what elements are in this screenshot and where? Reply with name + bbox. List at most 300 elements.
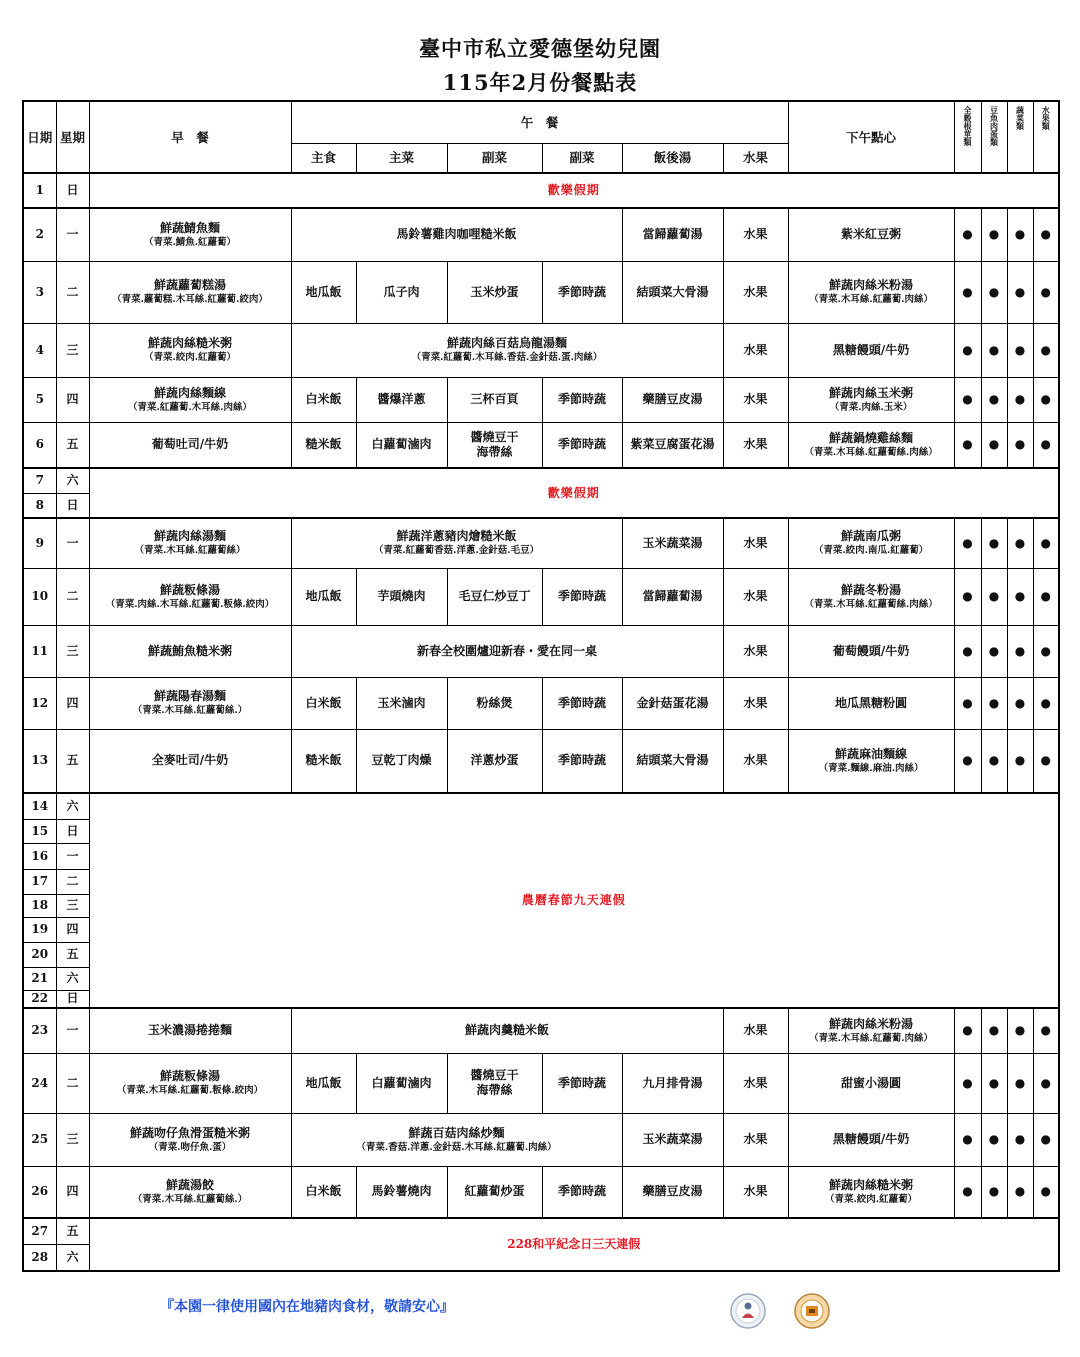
staple-cell: 糙米飯: [291, 729, 356, 793]
side-dish-line: 醬燒豆干: [470, 1068, 519, 1082]
date-cell: 2: [23, 208, 56, 261]
snack-ingredients: （青菜.木耳絲.紅蘿蔔.肉絲）: [809, 1032, 934, 1044]
date-cell: 9: [23, 518, 56, 568]
protein-mark: ●: [981, 261, 1007, 323]
weekday-cell: 二: [56, 261, 89, 323]
header-side-dish-2: 副菜: [542, 143, 622, 173]
vegetables-mark: ●: [1007, 1053, 1033, 1113]
weekday-cell: 五: [56, 729, 89, 793]
fruit-cell: 水果: [723, 568, 788, 625]
breakfast-dish: 鮮蔬吻仔魚滑蛋糙米粥: [129, 1125, 250, 1140]
protein-mark: ●: [981, 729, 1007, 793]
date-cell: 11: [23, 625, 56, 677]
fruit-mark: ●: [1033, 1053, 1059, 1113]
meal-plan-table: [22, 100, 1060, 1272]
fruit-cell: 水果: [723, 208, 788, 261]
snack-cell: [788, 625, 954, 677]
snack-dish: 紫米紅豆粥: [841, 227, 902, 242]
soup-cell: 九月排骨湯: [622, 1053, 723, 1113]
weekday-cell: 三: [56, 894, 89, 917]
side-dish-line: 海帶絲: [476, 444, 513, 459]
main-dish-cell: 白蘿蔔滷肉: [356, 422, 447, 468]
date-cell: 22: [23, 990, 56, 1008]
weekday-cell: 一: [56, 518, 89, 568]
fruit-cell: 水果: [723, 625, 788, 677]
header-breakfast: 早 餐: [89, 101, 291, 173]
holiday-banner: 歡樂假期: [89, 468, 1059, 518]
weekday-cell: 六: [56, 793, 89, 819]
protein-mark: ●: [981, 1113, 1007, 1166]
snack-ingredients: （青菜.木耳絲.紅蘿蔔.肉絲）: [809, 294, 934, 305]
holiday-banner: 農曆春節九天連假: [89, 793, 1059, 1008]
breakfast-ingredients: （青菜.木耳絲.紅蘿蔔絲.）: [132, 1193, 248, 1205]
breakfast-cell: [89, 568, 291, 625]
header-main-dish: 主菜: [356, 143, 447, 173]
fruit-mark: ●: [1033, 1008, 1059, 1053]
snack-ingredients: （青菜.木耳絲.紅蘿蔔絲.肉絲）: [804, 598, 938, 610]
day-row: [23, 677, 1059, 729]
side-dish-2-cell: 季節時蔬: [542, 422, 622, 468]
weekday-cell: 六: [56, 967, 89, 990]
fruit-cell: 水果: [723, 377, 788, 422]
weekday-cell: 四: [56, 377, 89, 422]
fruit-mark: ●: [1033, 625, 1059, 677]
snack-cell: [788, 677, 954, 729]
side-dish-1-cell: 毛豆仁炒豆丁: [447, 568, 542, 625]
header-snack: 下午點心: [788, 101, 954, 173]
breakfast-ingredients: （青菜.蘿蔔糕.木耳絲.紅蘿蔔.絞肉）: [112, 294, 268, 305]
snack-cell: [788, 568, 954, 625]
day-row: [23, 793, 1059, 819]
snack-cell: [788, 323, 954, 377]
grains-mark: ●: [954, 323, 981, 377]
header-group-vegetables: [1007, 101, 1033, 173]
breakfast-dish: 全麥吐司/牛奶: [151, 753, 229, 768]
protein-mark: ●: [981, 1008, 1007, 1053]
fruit-cell: 水果: [723, 1166, 788, 1218]
fruit-cell: 水果: [723, 518, 788, 568]
date-cell: 3: [23, 261, 56, 323]
fruit-mark: ●: [1033, 518, 1059, 568]
snack-cell: [788, 1113, 954, 1166]
vegetables-mark: ●: [1007, 208, 1033, 261]
soup-cell: 玉米蔬菜湯: [622, 1113, 723, 1166]
fruit-mark: ●: [1033, 568, 1059, 625]
staple-cell: 白米飯: [291, 677, 356, 729]
date-cell: 19: [23, 917, 56, 942]
fruit-mark: ●: [1033, 729, 1059, 793]
soup-cell: 藥膳豆皮湯: [622, 1166, 723, 1218]
breakfast-cell: [89, 518, 291, 568]
lunch-combo-dish: 鮮蔬洋蔥豬肉燴糙米飯: [396, 529, 517, 544]
weekday-cell: 一: [56, 843, 89, 869]
day-row: [23, 468, 1059, 493]
breakfast-cell: [89, 1008, 291, 1053]
breakfast-ingredients: （青菜.吻仔魚.蛋）: [148, 1141, 232, 1153]
protein-mark: ●: [981, 422, 1007, 468]
date-cell: 1: [23, 173, 56, 208]
grains-mark: ●: [954, 677, 981, 729]
protein-mark: ●: [981, 625, 1007, 677]
breakfast-dish: 鮮蔬鮪魚糙米粥: [147, 643, 232, 658]
weekday-cell: 二: [56, 869, 89, 894]
day-row: [23, 261, 1059, 323]
fruit-mark: ●: [1033, 677, 1059, 729]
certification-logos: [728, 1291, 832, 1331]
date-cell: 16: [23, 843, 56, 869]
snack-cell: [788, 729, 954, 793]
vegetables-mark: ●: [1007, 1113, 1033, 1166]
snack-dish: 鮮蔬肉絲糙米粥: [829, 1177, 914, 1192]
header-fruit: 水果: [723, 143, 788, 173]
fruit-mark: ●: [1033, 377, 1059, 422]
staple-cell: 糙米飯: [291, 422, 356, 468]
soup-cell: 金針菇蛋花湯: [622, 677, 723, 729]
soup-cell: 當歸蘿蔔湯: [622, 568, 723, 625]
vegetables-mark: ●: [1007, 377, 1033, 422]
lunch-combo-ingredients: （青菜.紅蘿蔔香菇.洋蔥.金針菇.毛豆）: [373, 545, 540, 557]
day-row: [23, 568, 1059, 625]
snack-dish: 葡萄饅頭/牛奶: [832, 643, 910, 658]
date-cell: 12: [23, 677, 56, 729]
vegetables-mark: ●: [1007, 1166, 1033, 1218]
protein-mark: ●: [981, 208, 1007, 261]
fruit-cell: 水果: [723, 1053, 788, 1113]
fruit-cell: 水果: [723, 1113, 788, 1166]
weekday-cell: 日: [56, 173, 89, 208]
snack-cell: [788, 518, 954, 568]
day-row: [23, 1008, 1059, 1053]
side-dish-2-cell: 季節時蔬: [542, 261, 622, 323]
breakfast-cell: [89, 208, 291, 261]
breakfast-ingredients: （青菜.木耳絲.紅蘿蔔.粄條.絞肉）: [116, 1085, 264, 1096]
date-cell: 6: [23, 422, 56, 468]
day-row: [23, 1113, 1059, 1166]
side-dish-2-cell: 季節時蔬: [542, 677, 622, 729]
grains-mark: ●: [954, 261, 981, 323]
weekday-cell: 四: [56, 917, 89, 942]
protein-mark: ●: [981, 518, 1007, 568]
date-cell: 13: [23, 729, 56, 793]
weekday-cell: 六: [56, 468, 89, 493]
fruit-cell: 水果: [723, 677, 788, 729]
side-dish-line: 醬燒豆干: [470, 429, 519, 444]
day-row: [23, 1166, 1059, 1218]
side-dish-1-cell: 玉米炒蛋: [447, 261, 542, 323]
date-cell: 4: [23, 323, 56, 377]
snack-cell: [788, 1166, 954, 1218]
main-dish-cell: 豆乾丁肉燥: [356, 729, 447, 793]
main-dish-cell: 芋頭燒肉: [356, 568, 447, 625]
main-dish-cell: 馬鈴薯燒肉: [356, 1166, 447, 1218]
fruit-cell: 水果: [723, 729, 788, 793]
fruit-mark: ●: [1033, 1166, 1059, 1218]
breakfast-dish: 鮮蔬蘿蔔糕湯: [153, 278, 226, 292]
snack-dish: 鮮蔬鍋燒雞絲麵: [829, 430, 914, 445]
snack-ingredients: （青菜.絞肉.南瓜.紅蘿蔔）: [813, 545, 929, 557]
soup-cell: 紫菜豆腐蛋花湯: [622, 422, 723, 468]
fruit-mark: ●: [1033, 261, 1059, 323]
vegetables-mark: ●: [1007, 323, 1033, 377]
fruit-cell: 水果: [723, 1008, 788, 1053]
breakfast-dish: 鮮蔬粄條湯: [159, 1069, 220, 1083]
header-group-label: 蔬菜類: [1015, 106, 1026, 130]
side-dish-2-cell: 季節時蔬: [542, 729, 622, 793]
date-cell: 25: [23, 1113, 56, 1166]
weekday-cell: 一: [56, 1008, 89, 1053]
day-row: [23, 323, 1059, 377]
lunch-combo-cell: [291, 625, 723, 677]
weekday-cell: 三: [56, 1113, 89, 1166]
header-group-grains: [954, 101, 981, 173]
lunch-combo-dish: 馬鈴薯雞肉咖哩糙米飯: [396, 227, 517, 242]
snack-ingredients: （青菜.麵線.麻油.肉絲）: [818, 762, 924, 774]
day-row: [23, 208, 1059, 261]
vegetables-mark: ●: [1007, 1008, 1033, 1053]
snack-ingredients: （青菜.絞肉.紅蘿蔔）: [824, 1193, 918, 1205]
protein-mark: ●: [981, 677, 1007, 729]
day-row: [23, 518, 1059, 568]
breakfast-dish: 鮮蔬粄條湯: [159, 582, 220, 597]
date-cell: 7: [23, 468, 56, 493]
lunch-combo-cell: [291, 518, 622, 568]
lunch-combo-ingredients: （青菜.紅蘿蔔.木耳絲.香菇.金針菇.蛋.肉絲）: [411, 352, 603, 363]
lunch-combo-dish: 鮮蔬肉絲百菇烏龍湯麵: [446, 336, 567, 350]
date-cell: 23: [23, 1008, 56, 1053]
snack-cell: [788, 422, 954, 468]
lunch-combo-cell: [291, 1113, 622, 1166]
grains-mark: ●: [954, 377, 981, 422]
grains-mark: ●: [954, 625, 981, 677]
breakfast-cell: [89, 377, 291, 422]
side-dish-1-cell: [447, 1053, 542, 1113]
snack-cell: [788, 1008, 954, 1053]
grains-mark: ●: [954, 208, 981, 261]
snack-dish: 鮮蔬肉絲米粉湯: [829, 278, 914, 292]
breakfast-cell: [89, 1166, 291, 1218]
weekday-cell: 日: [56, 990, 89, 1008]
header-weekday: 星期: [56, 101, 89, 173]
food-safety-logo-icon: [795, 1294, 829, 1328]
breakfast-cell: [89, 677, 291, 729]
weekday-cell: 二: [56, 1053, 89, 1113]
snack-ingredients: （青菜.肉絲.玉米）: [829, 401, 913, 413]
weekday-cell: 四: [56, 677, 89, 729]
protein-mark: ●: [981, 1053, 1007, 1113]
header-date: 日期: [23, 101, 56, 173]
date-cell: 20: [23, 942, 56, 967]
fruit-mark: ●: [1033, 323, 1059, 377]
breakfast-cell: [89, 1053, 291, 1113]
side-dish-1-cell: [447, 422, 542, 468]
breakfast-cell: [89, 261, 291, 323]
header-row: [23, 101, 1059, 143]
main-dish-cell: 瓜子肉: [356, 261, 447, 323]
day-row: [23, 377, 1059, 422]
header-side-dish-1: 副菜: [447, 143, 542, 173]
breakfast-cell: [89, 1113, 291, 1166]
lunch-combo-cell: [291, 323, 723, 377]
weekday-cell: 五: [56, 942, 89, 967]
soup-cell: 結頭菜大骨湯: [622, 729, 723, 793]
snack-dish: 鮮蔬麻油麵線: [835, 746, 908, 761]
date-cell: 17: [23, 869, 56, 894]
side-dish-2-cell: 季節時蔬: [542, 1166, 622, 1218]
breakfast-ingredients: （青菜.鯖魚.紅蘿蔔）: [143, 236, 237, 248]
breakfast-ingredients: （青菜.肉絲.木耳絲.紅蘿蔔.粄條.絞肉）: [105, 598, 275, 610]
breakfast-dish: 葡萄吐司/牛奶: [151, 437, 229, 452]
lunch-combo-dish: 鮮蔬百菇肉絲炒麵: [408, 1125, 505, 1140]
menu-title: 115年2月份餐點表: [442, 70, 638, 95]
breakfast-dish: 鮮蔬湯餃: [165, 1177, 214, 1192]
main-dish-cell: 玉米滷肉: [356, 677, 447, 729]
vegetables-mark: ●: [1007, 518, 1033, 568]
staple-cell: 地瓜飯: [291, 261, 356, 323]
snack-dish: 鮮蔬肉絲玉米粥: [829, 385, 914, 400]
snack-dish: 鮮蔬南瓜粥: [841, 529, 902, 544]
breakfast-dish: 鮮蔬肉絲糙米粥: [147, 336, 232, 350]
lunch-combo-cell: [291, 208, 622, 261]
fruit-cell: 水果: [723, 261, 788, 323]
breakfast-cell: [89, 323, 291, 377]
header-group-protein: [981, 101, 1007, 173]
main-dish-cell: 醬爆洋蔥: [356, 377, 447, 422]
breakfast-ingredients: （青菜.紅蘿蔔.木耳絲.肉絲）: [128, 401, 252, 413]
day-row: [23, 625, 1059, 677]
side-dish-2-cell: 季節時蔬: [542, 377, 622, 422]
grains-mark: ●: [954, 422, 981, 468]
header-group-label: 水果類: [1041, 106, 1052, 130]
date-cell: 24: [23, 1053, 56, 1113]
date-cell: 5: [23, 377, 56, 422]
fruit-mark: ●: [1033, 422, 1059, 468]
side-dish-1-cell: 洋蔥炒蛋: [447, 729, 542, 793]
weekday-cell: 五: [56, 422, 89, 468]
vegetables-mark: ●: [1007, 422, 1033, 468]
holiday-banner: 228和平紀念日三天連假: [89, 1218, 1059, 1271]
main-dish-cell: 白蘿蔔滷肉: [356, 1053, 447, 1113]
snack-cell: [788, 1053, 954, 1113]
breakfast-dish: 鮮蔬陽春湯麵: [153, 689, 226, 703]
snack-dish: 地瓜黑糖粉圓: [835, 695, 908, 710]
school-name: 臺中市私立愛德堡幼兒園: [419, 36, 661, 61]
fruit-mark: ●: [1033, 208, 1059, 261]
protein-mark: ●: [981, 377, 1007, 422]
protein-mark: ●: [981, 1166, 1007, 1218]
weekday-cell: 三: [56, 323, 89, 377]
staple-cell: 白米飯: [291, 377, 356, 422]
protein-mark: ●: [981, 568, 1007, 625]
day-row: [23, 173, 1059, 208]
weekday-cell: 四: [56, 1166, 89, 1218]
weekday-cell: 五: [56, 1218, 89, 1244]
snack-dish: 甜蜜小湯圓: [841, 1075, 902, 1090]
fruit-cell: 水果: [723, 422, 788, 468]
date-cell: 26: [23, 1166, 56, 1218]
breakfast-dish: 鮮蔬鯖魚麵: [159, 220, 220, 235]
snack-dish: 黑糖饅頭/牛奶: [832, 342, 910, 357]
snack-cell: [788, 377, 954, 422]
date-cell: 8: [23, 493, 56, 518]
lunch-combo-ingredients: （青菜.香菇.洋蔥.金針菇.木耳絲.紅蘿蔔.肉絲）: [356, 1141, 557, 1153]
vegetables-mark: ●: [1007, 625, 1033, 677]
lunch-combo-dish: 新春全校圍爐迎新春・愛在同一桌: [416, 643, 597, 658]
weekday-cell: 二: [56, 568, 89, 625]
side-dish-1-cell: 三杯百頁: [447, 377, 542, 422]
weekday-cell: 一: [56, 208, 89, 261]
snack-dish: 鮮蔬冬粉湯: [841, 582, 902, 597]
staple-cell: 白米飯: [291, 1166, 356, 1218]
weekday-cell: 日: [56, 819, 89, 843]
day-row: [23, 422, 1059, 468]
grains-mark: ●: [954, 518, 981, 568]
breakfast-ingredients: （青菜.木耳絲.紅蘿蔔絲.）: [132, 705, 248, 716]
lunch-combo-cell: [291, 1008, 723, 1053]
day-row: [23, 1218, 1059, 1244]
staple-cell: 地瓜飯: [291, 1053, 356, 1113]
weekday-cell: 六: [56, 1244, 89, 1271]
snack-dish: 黑糖饅頭/牛奶: [832, 1132, 910, 1146]
breakfast-cell: [89, 625, 291, 677]
side-dish-2-cell: 季節時蔬: [542, 1053, 622, 1113]
vegetables-mark: ●: [1007, 261, 1033, 323]
fruit-cell: 水果: [723, 323, 788, 377]
protein-mark: ●: [981, 323, 1007, 377]
header-group-label: 豆魚肉蛋類: [989, 106, 1000, 146]
date-cell: 14: [23, 793, 56, 819]
breakfast-dish: 玉米濃湯捲捲麵: [147, 1023, 232, 1038]
vegetables-mark: ●: [1007, 568, 1033, 625]
side-dish-1-cell: 粉絲煲: [447, 677, 542, 729]
header-group-label: 全穀根莖類: [963, 106, 974, 146]
grains-mark: ●: [954, 729, 981, 793]
staple-cell: 地瓜飯: [291, 568, 356, 625]
lunch-combo-dish: 鮮蔬肉羹糙米飯: [464, 1023, 549, 1038]
side-dish-line: 海帶絲: [476, 1083, 513, 1097]
weekday-cell: 日: [56, 493, 89, 518]
breakfast-dish: 鮮蔬肉絲麵線: [153, 385, 226, 400]
snack-ingredients: （青菜.木耳絲.紅蘿蔔絲.肉絲）: [804, 446, 938, 458]
breakfast-dish: 鮮蔬肉絲湯麵: [153, 529, 226, 544]
breakfast-cell: [89, 729, 291, 793]
weekday-cell: 三: [56, 625, 89, 677]
header-group-fruit: [1033, 101, 1059, 173]
vegetables-mark: ●: [1007, 729, 1033, 793]
grains-mark: ●: [954, 568, 981, 625]
side-dish-1-cell: 紅蘿蔔炒蛋: [447, 1166, 542, 1218]
grains-mark: ●: [954, 1053, 981, 1113]
header-staple: 主食: [291, 143, 356, 173]
fruit-mark: ●: [1033, 1113, 1059, 1166]
date-cell: 18: [23, 894, 56, 917]
snack-cell: [788, 261, 954, 323]
side-dish-2-cell: 季節時蔬: [542, 568, 622, 625]
grains-mark: ●: [954, 1113, 981, 1166]
soup-cell: 結頭菜大骨湯: [622, 261, 723, 323]
pork-origin-notice: 『本園一律使用國內在地豬肉食材，敬請安心』: [160, 1299, 454, 1315]
day-row: [23, 1053, 1059, 1113]
vegetables-mark: ●: [1007, 677, 1033, 729]
date-cell: 15: [23, 819, 56, 843]
date-cell: 10: [23, 568, 56, 625]
date-cell: 21: [23, 967, 56, 990]
soup-cell: 玉米蔬菜湯: [622, 518, 723, 568]
header-lunch: 午 餐: [291, 101, 788, 143]
holiday-banner: 歡樂假期: [89, 173, 1059, 208]
breakfast-cell: [89, 422, 291, 468]
header-soup: 飯後湯: [622, 143, 723, 173]
breakfast-ingredients: （青菜.絞肉.紅蘿蔔）: [143, 352, 237, 363]
